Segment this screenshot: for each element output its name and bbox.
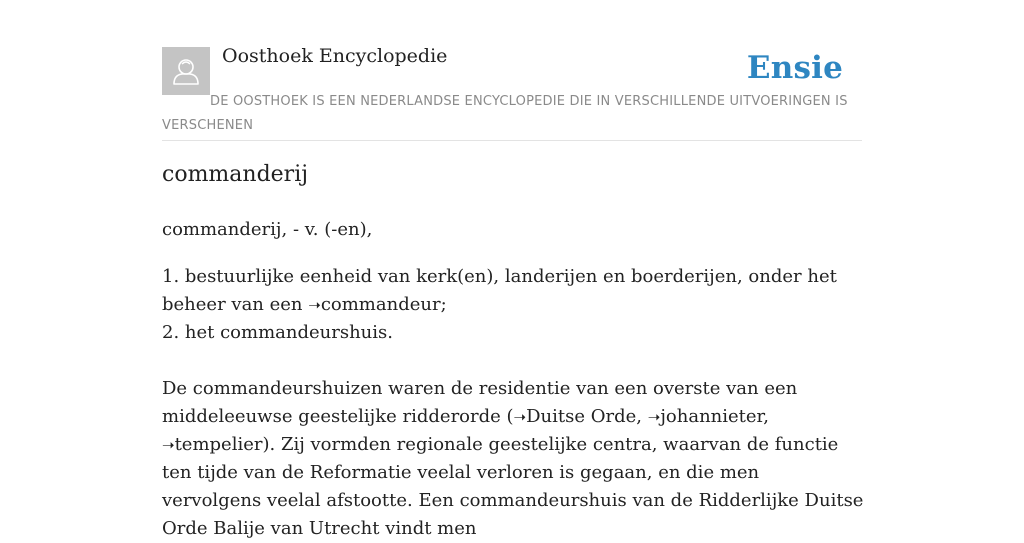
source-header <box>162 0 862 141</box>
ref-link-tempelier[interactable] <box>162 434 262 455</box>
separator: , <box>636 406 648 427</box>
source-name-link[interactable]: Oosthoek Encyclopedie <box>222 45 448 67</box>
article-body <box>162 216 864 543</box>
article-title: commanderij <box>162 162 309 187</box>
ensie-logo[interactable]: Ensie <box>746 50 843 86</box>
ref-link-johannieter[interactable] <box>648 406 763 427</box>
ref-arrow-icon: ➝ <box>647 408 661 426</box>
separator: , <box>763 406 769 427</box>
definition-1 <box>162 263 864 319</box>
ref-label: johannieter <box>660 406 764 427</box>
ref-label: Duitse Orde <box>526 406 637 427</box>
ref-label: commandeur <box>320 294 441 315</box>
ref-arrow-icon: ➝ <box>513 408 527 426</box>
ref-link-duitse-orde[interactable] <box>514 406 637 427</box>
article-paragraph <box>162 375 864 543</box>
definition-1-text: 1. bestuurlijke eenheid van kerk(en), landerijen en boerderijen, onder het beheer van een <box>162 266 837 315</box>
source-tagline: DE OOSTHOEK IS EEN NEDERLANDSE ENCYCLOPEDIE DIE IN VERSCHILLENDE UITVOERINGEN IS VERSCHENEN <box>162 94 848 133</box>
user-avatar-icon[interactable] <box>162 47 210 95</box>
definition-1-end: ; <box>440 294 447 315</box>
paragraph-gap <box>162 347 864 375</box>
ref-arrow-icon: ➝ <box>308 296 321 314</box>
definition-2: 2. het commandeurshuis. <box>162 322 393 343</box>
lemma-line: commanderij, - v. (-en), <box>162 219 373 240</box>
content-container <box>162 0 864 539</box>
ref-link-commandeur[interactable] <box>308 294 440 315</box>
paragraph-text: De commandeurshuizen waren de residentie van een overste van een middeleeuwse geestelijke ridderorde ( <box>162 378 798 427</box>
paragraph-text: ). Zij vormden regionale geestelijke centra, waarvan de functie ten tijde van de Reformatie veelal verloren is gegaan, en die men vervolgens veelal afstootte. Een commandeurshuis van de Ridderlijke Duitse Orde Balije van Utrecht vindt men <box>162 434 864 539</box>
ref-arrow-icon: ➝ <box>162 436 175 454</box>
ref-label: tempelier <box>174 434 263 455</box>
